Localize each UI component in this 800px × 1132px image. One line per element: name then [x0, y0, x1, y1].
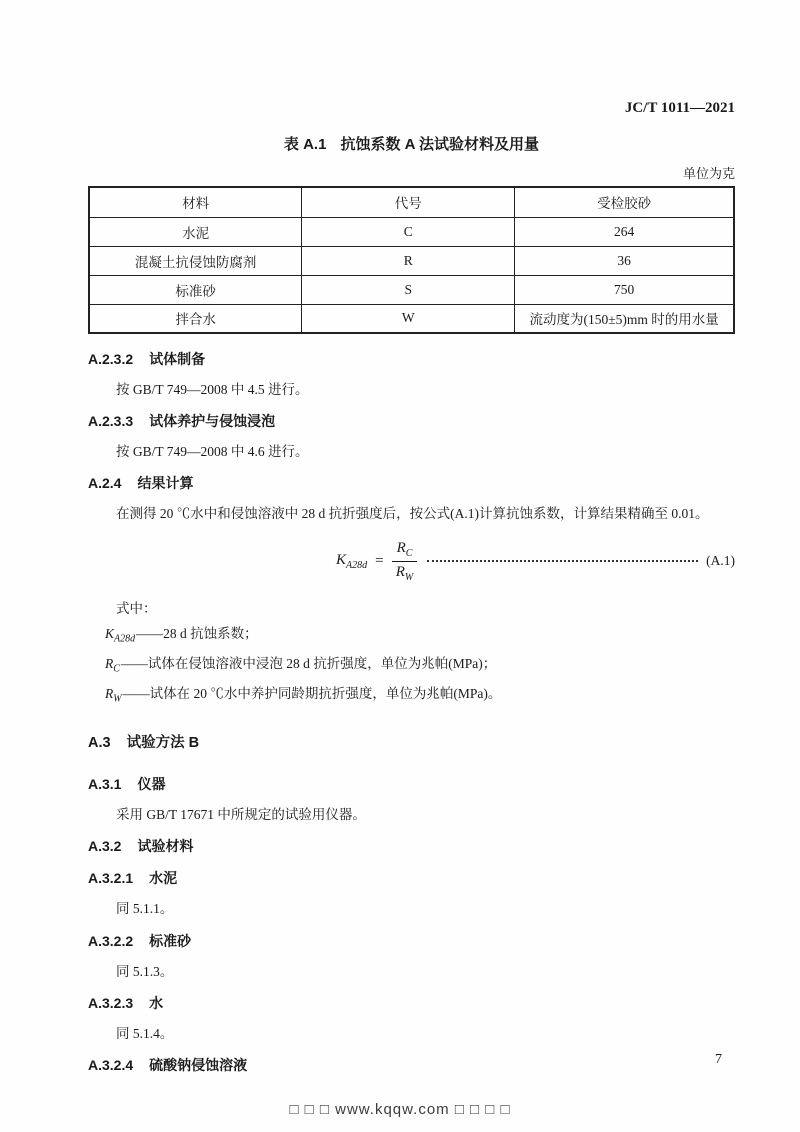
paragraph-a321: 同 5.1.1。 — [116, 901, 174, 917]
equals-sign: = — [375, 552, 384, 569]
fraction-numerator: $R_C$ — [392, 540, 418, 562]
cell-amount: 264 — [515, 217, 734, 246]
where-intro: 式中： — [116, 600, 157, 616]
cell-code: C — [302, 217, 515, 246]
formula-fraction — [392, 540, 418, 583]
cell-material: 拌合水 — [89, 304, 302, 333]
materials-table — [88, 186, 735, 334]
paragraph-a232: 按 GB/T 749—2008 中 4.5 进行。 — [116, 382, 309, 397]
cell-code: W — [302, 304, 515, 333]
section-heading-a24: A.2.4 结果计算 — [88, 475, 194, 492]
cell-code: R — [302, 246, 515, 275]
table-row — [89, 246, 734, 275]
table-row — [89, 304, 734, 333]
paragraph-a24: 在测得 20 ℃水中和侵蚀溶液中 28 d 抗折强度后，按公式(A.1)计算抗蚀系数，计算结果精确至 0.01。 — [116, 506, 709, 522]
definition-k: $K_{A28d}——28$ d 抗蚀系数； — [105, 625, 258, 645]
formula-lhs: $K_{A28d}$ — [336, 551, 368, 571]
dot-leader — [427, 560, 698, 562]
watermark: □ □ □ www.kqqw.com □ □ □ □ — [289, 1101, 511, 1118]
section-heading-a322: A.3.2.2 标准砂 — [88, 932, 192, 949]
definition-rw: $R_W——$试体在 20 ℃水中养护同龄期抗折强度，单位为兆帕(MPa)。 — [105, 686, 502, 705]
definition-rc: $R_C——$试体在侵蚀溶液中浸泡 28 d 抗折强度，单位为兆帕(MPa)； — [105, 655, 497, 675]
cell-amount: 流动度为(150±5)mm 时的用水量 — [515, 304, 734, 333]
cell-amount: 750 — [515, 275, 734, 304]
table-title-text: 抗蚀系数 A 法试验材料及用量 — [340, 136, 540, 153]
table-header-row — [89, 187, 734, 217]
paragraph-a31: 采用 GB/T 17671 中所规定的试验用仪器。 — [116, 807, 366, 823]
formula-label: (A.1) — [706, 553, 735, 569]
table-row — [89, 217, 734, 246]
paragraph-a323: 同 5.1.4。 — [116, 1025, 174, 1041]
column-header-material: 材料 — [89, 187, 302, 217]
section-heading-a323: A.3.2.3 水 — [88, 994, 164, 1011]
column-header-code: 代号 — [302, 187, 515, 217]
cell-material: 水泥 — [89, 217, 302, 246]
section-heading-a233: A.2.3.3 试体养护与侵蚀浸泡 — [88, 413, 276, 430]
standard-number: JC/T 1011—2021 — [624, 100, 735, 116]
cell-code: S — [302, 275, 515, 304]
cell-material: 混凝土抗侵蚀防腐剂 — [89, 246, 302, 275]
fraction-denominator: $R_W$ — [395, 563, 414, 583]
page-number: 7 — [715, 1052, 722, 1067]
section-heading-a324: A.3.2.4 硫酸钠侵蚀溶液 — [88, 1057, 248, 1074]
page-content — [88, 100, 735, 1087]
section-heading-a31: A.3.1 仪器 — [88, 776, 166, 793]
table-number: 表 A.1 — [283, 136, 327, 153]
paragraph-a322: 同 5.1.3。 — [116, 963, 174, 979]
cell-amount: 36 — [515, 246, 734, 275]
table-title — [88, 133, 735, 154]
cell-material: 标准砂 — [89, 275, 302, 304]
column-header-mortar: 受检胶砂 — [515, 187, 734, 217]
section-heading-a321: A.3.2.1 水泥 — [88, 870, 178, 887]
unit-note: 单位为克 — [682, 166, 735, 181]
formula-a1 — [88, 540, 735, 583]
section-heading-a232: A.2.3.2 试体制备 — [88, 351, 206, 367]
section-heading-a32: A.3.2 试验材料 — [88, 838, 194, 855]
paragraph-a233: 按 GB/T 749—2008 中 4.6 进行。 — [116, 444, 309, 460]
section-heading-a3: A.3 试验方法 B — [88, 735, 200, 752]
table-row — [89, 275, 734, 304]
